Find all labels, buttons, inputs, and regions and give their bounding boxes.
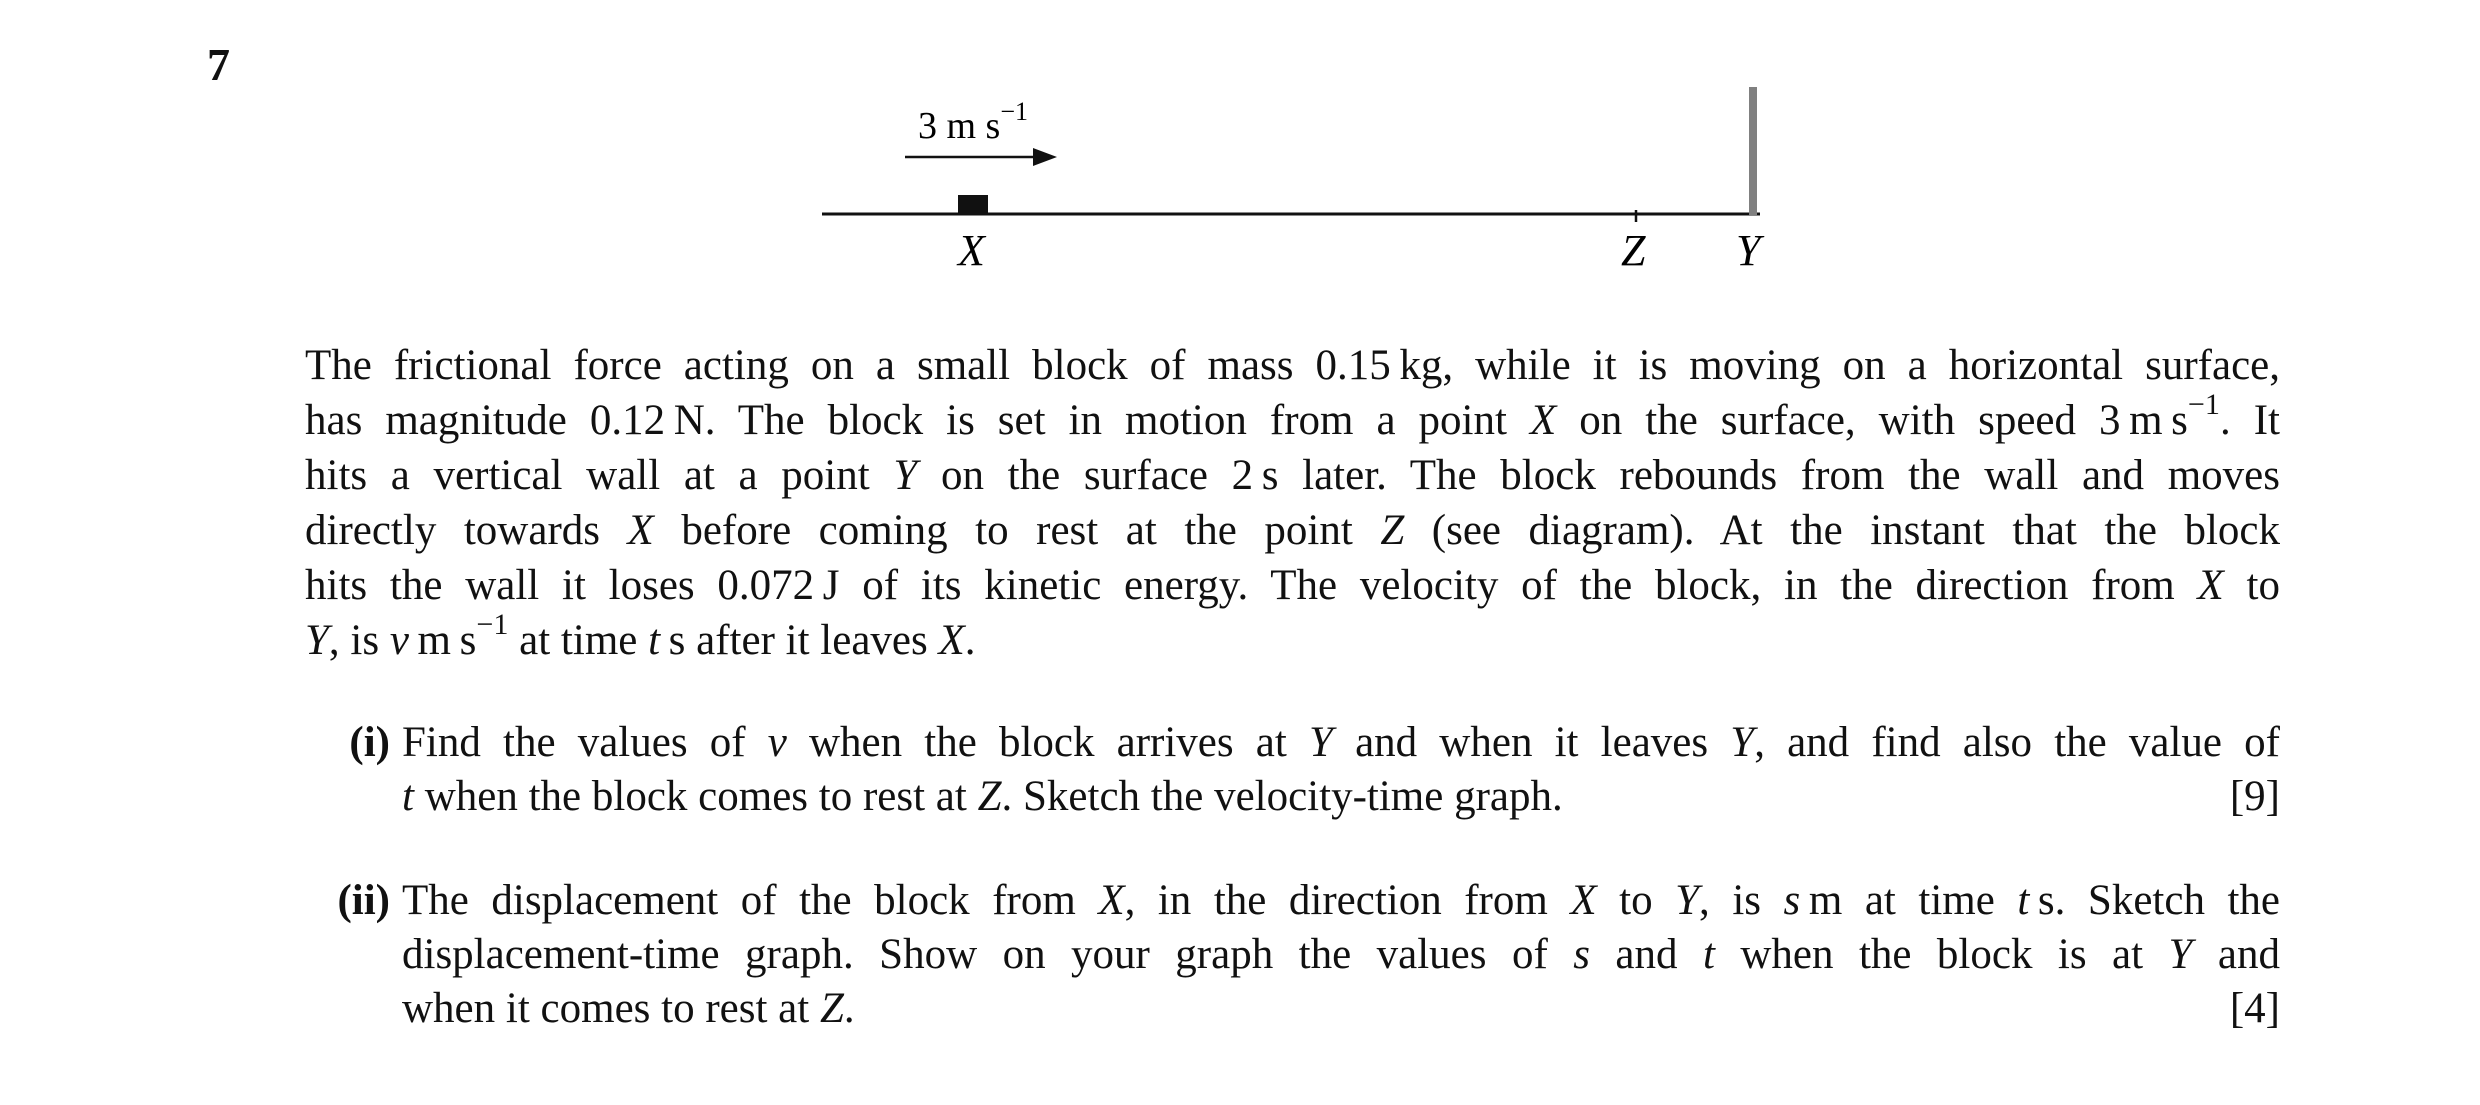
- intro-line-1: The frictional force acting on a small block of mass 0.15 kg, while it is moving on a horizontal surface,: [305, 342, 2280, 389]
- velocity-arrowhead: [1033, 148, 1057, 166]
- part-ii-line-3: when it comes to rest at Z. [4]: [402, 982, 2280, 1036]
- part-i-label: (i): [349, 719, 390, 766]
- intro-line-4: directly towards X before coming to rest at the point Z (see diagram). At the instant that the block: [305, 507, 2280, 554]
- vertical-wall: [1749, 87, 1757, 215]
- intro-line-6: Y, is v m $s^{-1}$ at time t s after it leaves X.: [305, 607, 976, 664]
- part-i-body: [402, 716, 2280, 824]
- part-ii-label: (ii): [337, 877, 390, 924]
- question-number: 7: [207, 39, 230, 90]
- part-i-marks: [9]: [2229, 773, 2280, 820]
- point-x-label: X: [958, 226, 985, 275]
- part-ii-marks: [4]: [2229, 985, 2280, 1032]
- part-ii-body: [402, 874, 2280, 1036]
- part-i-line-1: Find the values of v when the block arrives at Y and when it leaves Y, and find also the value of: [402, 719, 2280, 766]
- intro-line-2: has magnitude 0.12 N. The block is set in motion from a point X on the surface, with speed 3 m $s^{-1}$. It: [305, 387, 2280, 444]
- intro-line-3: hits a vertical wall at a point Y on the surface 2 s later. The block rebounds from the wall and moves: [305, 452, 2280, 499]
- part-i-line-2: t when the block comes to rest at Z. Sketch the velocity-time graph. [9]: [402, 770, 2280, 824]
- speed-label: 3 m $s^{-1}$: [918, 97, 1029, 147]
- block: [958, 195, 988, 215]
- question-intro: [305, 338, 2280, 668]
- block-wall-diagram: [0, 0, 2480, 300]
- point-y-label: Y: [1736, 226, 1761, 275]
- point-z-label: Z: [1621, 226, 1646, 275]
- part-ii-line-1: The displacement of the block from X, in the direction from X to Y, is s m at time t s. Sketch the: [402, 877, 2280, 924]
- part-ii-line-2: displacement-time graph. Show on your graph the values of s and t when the block is at Y and: [402, 931, 2280, 978]
- intro-line-5: hits the wall it loses 0.072 J of its kinetic energy. The velocity of the block, in the direction from X to: [305, 562, 2280, 609]
